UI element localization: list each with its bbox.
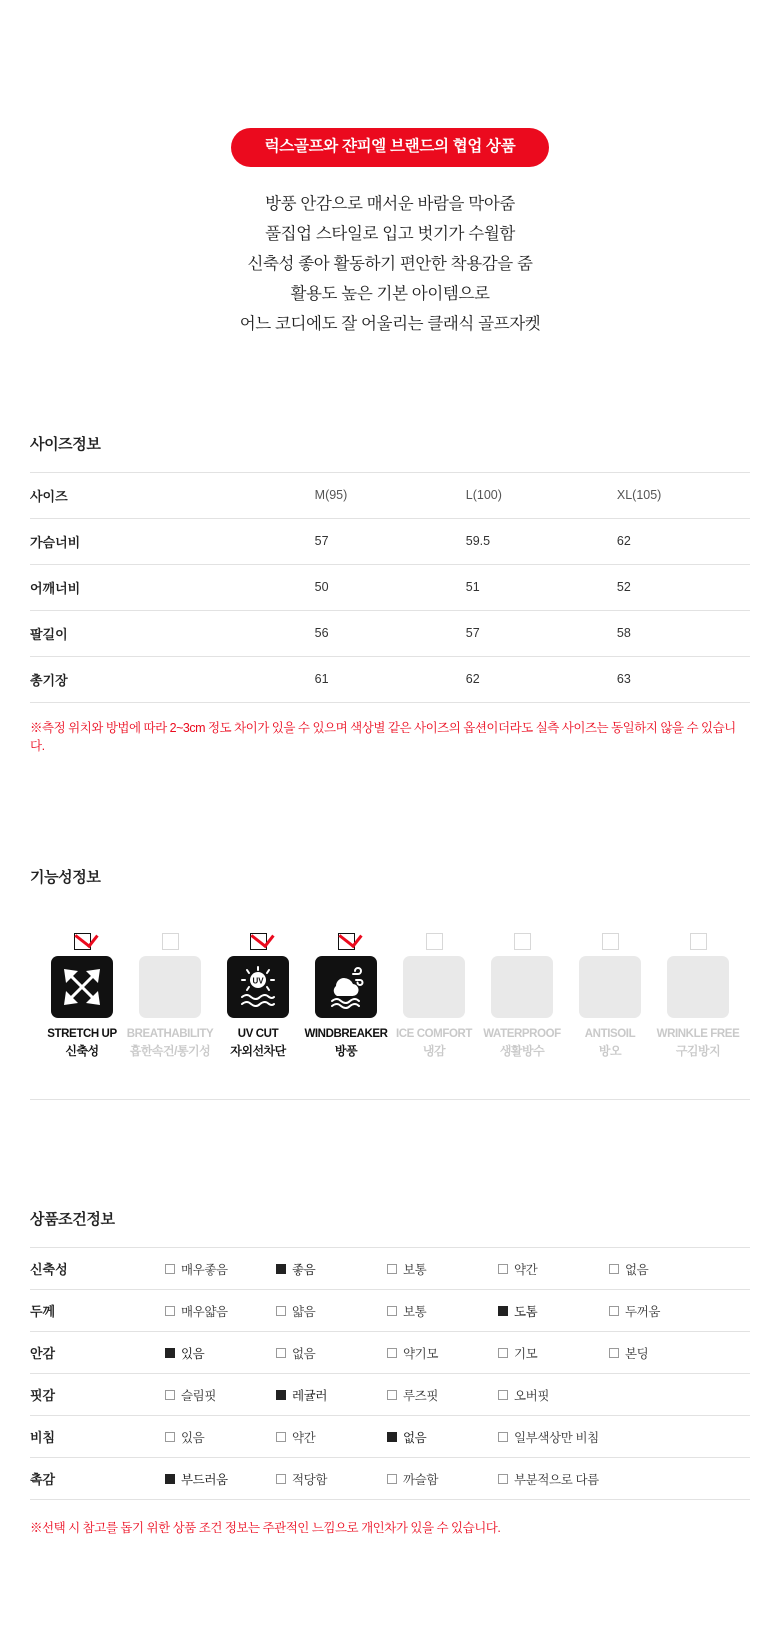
condition-option[interactable] <box>609 1302 720 1320</box>
checkbox-unchecked <box>498 1348 508 1358</box>
condition-row-label: 두께 <box>30 1290 165 1332</box>
checkbox-unchecked <box>609 1348 619 1358</box>
checkbox-unchecked <box>498 1474 508 1484</box>
option-label: 두꺼움 <box>625 1304 661 1319</box>
function-item-wrinkle-free <box>654 933 742 1059</box>
option-label: 보통 <box>403 1262 427 1277</box>
condition-option[interactable] <box>609 1344 720 1362</box>
uv-cut-icon <box>227 956 289 1018</box>
option-label: 부분적으로 다름 <box>514 1472 599 1487</box>
checkbox-unchecked <box>165 1432 175 1442</box>
function-label-ko: 방풍 <box>334 1043 358 1058</box>
intro-line: 활용도 높은 기본 아이템으로 <box>290 284 490 303</box>
condition-options <box>165 1458 750 1500</box>
size-cell: 52 <box>599 564 750 610</box>
function-item-antisoil <box>566 933 654 1059</box>
condition-option[interactable] <box>165 1428 276 1446</box>
size-cell: 58 <box>599 610 750 656</box>
condition-option-selected[interactable] <box>276 1386 387 1404</box>
function-grid <box>30 933 750 1100</box>
condition-option-selected[interactable] <box>276 1260 387 1278</box>
option-label: 루즈핏 <box>403 1388 439 1403</box>
condition-option[interactable] <box>276 1428 387 1446</box>
size-cell: 57 <box>297 518 448 564</box>
size-row-label: 팔길이 <box>30 610 297 656</box>
option-label: 적당함 <box>292 1472 328 1487</box>
size-col-xl: XL(105) <box>599 472 750 518</box>
condition-option[interactable] <box>609 1260 720 1278</box>
condition-options <box>165 1290 750 1332</box>
condition-option[interactable] <box>498 1428 658 1446</box>
ice-comfort-icon <box>403 956 465 1018</box>
size-table <box>30 472 750 703</box>
intro-section <box>0 0 780 339</box>
condition-row-label: 안감 <box>30 1332 165 1374</box>
checkbox-unchecked <box>276 1474 286 1484</box>
function-label-en: ICE COMFORT <box>395 1028 473 1041</box>
checkbox-checked <box>250 933 267 950</box>
condition-options <box>165 1374 750 1416</box>
checkbox-unchecked <box>498 1390 508 1400</box>
option-label: 없음 <box>292 1346 316 1361</box>
checkbox-unchecked <box>514 933 531 950</box>
checkbox-unchecked <box>387 1348 397 1358</box>
condition-options <box>165 1332 750 1374</box>
checkbox-checked <box>387 1432 397 1442</box>
checkbox-unchecked <box>387 1264 397 1274</box>
checkbox-checked <box>276 1264 286 1274</box>
condition-info-title: 상품조건정보 <box>30 1211 115 1229</box>
option-label: 본딩 <box>625 1346 649 1361</box>
condition-option[interactable] <box>498 1260 609 1278</box>
function-label-en: ANTISOIL <box>584 1028 636 1041</box>
checkbox-unchecked <box>498 1432 508 1442</box>
condition-option[interactable] <box>387 1386 498 1404</box>
option-label: 얇음 <box>292 1304 316 1319</box>
option-label: 없음 <box>625 1262 649 1277</box>
option-label: 약간 <box>292 1430 316 1445</box>
checkbox-unchecked <box>426 933 443 950</box>
condition-option[interactable] <box>276 1470 387 1488</box>
table-row <box>30 1416 750 1458</box>
intro-description <box>0 189 780 339</box>
checkbox-unchecked <box>276 1306 286 1316</box>
option-label: 레귤러 <box>292 1388 328 1403</box>
option-label: 오버핏 <box>514 1388 550 1403</box>
checkbox-unchecked <box>276 1432 286 1442</box>
option-label: 도톰 <box>514 1304 538 1319</box>
size-info-title: 사이즈정보 <box>30 435 101 453</box>
function-item-breathability <box>126 933 214 1059</box>
condition-option[interactable] <box>387 1470 498 1488</box>
checkbox-checked <box>165 1348 175 1358</box>
size-col-m: M(95) <box>297 472 448 518</box>
size-cell: 62 <box>599 518 750 564</box>
condition-row-label: 비침 <box>30 1416 165 1458</box>
function-item-waterproof <box>478 933 566 1059</box>
checkbox-unchecked <box>165 1264 175 1274</box>
condition-option-selected[interactable] <box>165 1344 276 1362</box>
function-label-ko: 흡한속건/통기성 <box>129 1043 211 1058</box>
checkbox-unchecked <box>602 933 619 950</box>
checkbox-checked <box>74 933 91 950</box>
size-cell: 63 <box>599 656 750 702</box>
function-label-en: UV CUT <box>237 1028 279 1041</box>
checkbox-checked <box>498 1306 508 1316</box>
size-col-l: L(100) <box>448 472 599 518</box>
option-label: 보통 <box>403 1304 427 1319</box>
checkbox-unchecked <box>165 1306 175 1316</box>
size-info-section <box>0 433 780 757</box>
checkbox-unchecked <box>276 1348 286 1358</box>
function-label-en: BREATHABILITY <box>126 1028 214 1041</box>
condition-option-selected[interactable] <box>165 1470 276 1488</box>
size-col-label: 사이즈 <box>30 472 297 518</box>
function-label-ko: 냉감 <box>422 1043 446 1058</box>
function-item-uv-cut <box>214 933 302 1059</box>
option-label: 없음 <box>403 1430 427 1445</box>
function-label-en: WATERPROOF <box>483 1028 561 1041</box>
intro-line: 어느 코디에도 잘 어울리는 클래식 골프자켓 <box>239 314 541 333</box>
condition-option[interactable] <box>165 1302 276 1320</box>
checkbox-checked <box>338 933 355 950</box>
size-cell: 51 <box>448 564 599 610</box>
condition-option[interactable] <box>498 1470 658 1488</box>
size-row-label: 가슴너비 <box>30 518 297 564</box>
condition-option-selected[interactable] <box>387 1428 498 1446</box>
checkbox-checked <box>276 1390 286 1400</box>
table-row <box>30 518 750 564</box>
svg-text:UV: UV <box>252 976 264 986</box>
checkbox-unchecked <box>609 1306 619 1316</box>
condition-option[interactable] <box>276 1302 387 1320</box>
function-label-en: WRINKLE FREE <box>656 1028 740 1041</box>
function-item-windbreaker <box>302 933 390 1059</box>
option-label: 슬림핏 <box>181 1388 217 1403</box>
size-row-label: 어깨너비 <box>30 564 297 610</box>
checkbox-unchecked <box>165 1390 175 1400</box>
table-row <box>30 1458 750 1500</box>
condition-option[interactable] <box>165 1386 276 1404</box>
size-cell: 59.5 <box>448 518 599 564</box>
table-row <box>30 1332 750 1374</box>
table-row <box>30 656 750 702</box>
option-label: 까슬함 <box>403 1472 439 1487</box>
breathability-icon <box>139 956 201 1018</box>
checkbox-unchecked <box>387 1306 397 1316</box>
function-item-stretch <box>38 933 126 1059</box>
function-info-section <box>0 866 780 1100</box>
checkbox-checked <box>165 1474 175 1484</box>
function-item-ice-comfort <box>390 933 478 1059</box>
function-info-title: 기능성정보 <box>30 869 101 887</box>
function-label-ko: 생활방수 <box>499 1043 545 1058</box>
size-cell: 62 <box>448 656 599 702</box>
option-label: 매우얇음 <box>181 1304 228 1319</box>
condition-option[interactable] <box>498 1344 609 1362</box>
intro-line: 풀집업 스타일로 입고 벗기가 수월함 <box>265 224 515 243</box>
condition-options <box>165 1416 750 1458</box>
function-label-ko: 구김방지 <box>675 1043 721 1058</box>
condition-option[interactable] <box>387 1302 498 1320</box>
option-label: 약간 <box>514 1262 538 1277</box>
condition-row-label: 핏감 <box>30 1374 165 1416</box>
checkbox-unchecked <box>387 1474 397 1484</box>
condition-option[interactable] <box>498 1386 609 1404</box>
size-table-header-row <box>30 472 750 518</box>
intro-line: 방풍 안감으로 매서운 바람을 막아줌 <box>265 194 515 213</box>
function-label-en: STRETCH UP <box>47 1028 117 1041</box>
function-label-ko: 신축성 <box>65 1043 99 1058</box>
option-label: 기모 <box>514 1346 538 1361</box>
condition-table <box>30 1247 750 1500</box>
condition-note: ※선택 시 참고를 돕기 위한 상품 조건 정보는 주관적인 느낌으로 개인차가 있을 수 있습니다. <box>30 1521 501 1536</box>
checkbox-unchecked <box>387 1390 397 1400</box>
option-label: 약기모 <box>403 1346 439 1361</box>
checkbox-unchecked <box>162 933 179 950</box>
function-label-ko: 방오 <box>598 1043 622 1058</box>
wrinkle-free-icon <box>667 956 729 1018</box>
antisoil-icon <box>579 956 641 1018</box>
function-label-ko: 자외선차단 <box>230 1043 286 1058</box>
condition-option[interactable] <box>165 1260 276 1278</box>
stretch-icon <box>51 956 113 1018</box>
condition-option[interactable] <box>387 1344 498 1362</box>
table-row <box>30 1248 750 1290</box>
table-row <box>30 610 750 656</box>
collab-badge: 럭스골프와 쟌피엘 브랜드의 협업 상품 <box>231 128 550 167</box>
condition-info-section <box>0 1208 780 1596</box>
option-label: 일부색상만 비침 <box>514 1430 599 1445</box>
option-label: 있음 <box>181 1346 205 1361</box>
option-label: 매우좋음 <box>181 1262 228 1277</box>
size-cell: 61 <box>297 656 448 702</box>
size-note: ※측정 위치와 방법에 따라 2~3cm 정도 차이가 있을 수 있으며 색상별 같은 사이즈의 옵션이더라도 실측 사이즈는 동일하지 않을 수 있습니다. <box>30 720 736 754</box>
condition-option-selected[interactable] <box>498 1302 609 1320</box>
size-row-label: 총기장 <box>30 656 297 702</box>
condition-options <box>165 1248 750 1290</box>
condition-row-label: 신축성 <box>30 1248 165 1290</box>
windbreaker-icon <box>315 956 377 1018</box>
checkbox-unchecked <box>609 1264 619 1274</box>
option-label: 부드러움 <box>181 1472 228 1487</box>
size-cell: 57 <box>448 610 599 656</box>
function-label-en: WINDBREAKER <box>304 1028 388 1041</box>
checkbox-unchecked <box>498 1264 508 1274</box>
intro-line: 신축성 좋아 활동하기 편안한 착용감을 줌 <box>247 254 533 273</box>
waterproof-icon <box>491 956 553 1018</box>
condition-option[interactable] <box>387 1260 498 1278</box>
size-cell: 56 <box>297 610 448 656</box>
size-cell: 50 <box>297 564 448 610</box>
table-row <box>30 1374 750 1416</box>
condition-row-label: 촉감 <box>30 1458 165 1500</box>
table-row <box>30 564 750 610</box>
condition-option[interactable] <box>276 1344 387 1362</box>
table-row <box>30 1290 750 1332</box>
option-label: 있음 <box>181 1430 205 1445</box>
option-label: 좋음 <box>292 1262 316 1277</box>
checkbox-unchecked <box>690 933 707 950</box>
